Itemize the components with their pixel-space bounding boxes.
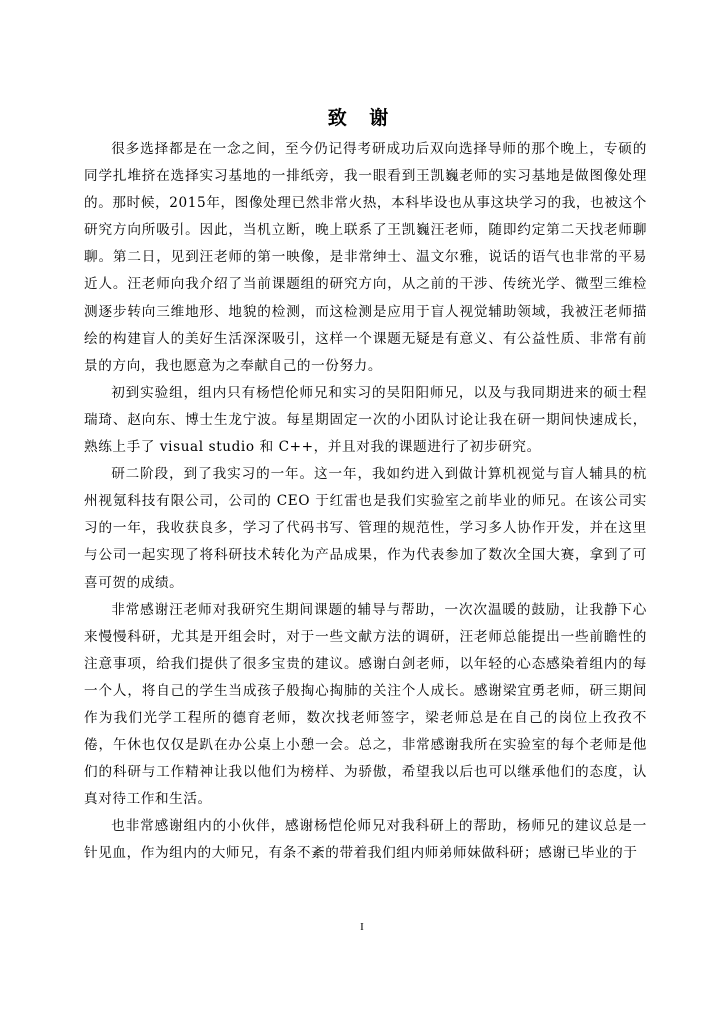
paragraph-3: 研二阶段，到了我实习的一年。这一年，我如约进入到做计算机视觉与盲人辅具的杭州视氪科技有限公司，公司的 CEO 于红雷也是我们实验室之前毕业的师兄。在该公司实习的一年，我收获良多，学习了代码书写、管理的规范性，学习多人协作开发，并在这里与公司一起实现了将科研技术转化为产品成果，作为代表参加了数次全国大赛，拿到了可喜可贺的成绩。 xyxy=(84,466,647,591)
page-number: I xyxy=(360,921,364,933)
paragraph-5: 也非常感谢组内的小伙伴，感谢杨恺伦师兄对我科研上的帮助，杨师兄的建议总是一针见血，作为组内的大师兄，有条不紊的带着我们组内师弟师妹做科研；感谢已毕业的于 xyxy=(84,818,647,862)
paragraph-1: 很多选择都是在一念之间，至今仍记得考研成功后双向选择导师的那个晚上，专硕的同学扎堆挤在选择实习基地的一排纸旁，我一眼看到王凯巍老师的实习基地是做图像处理的。那时候，2015年，图像处理已然非常火热，本科毕设也从事这块学习的我，也被这个研究方向所吸引。因此，当机立断，晚上联系了王凯巍汪老师，随即约定第二天找老师聊聊。第二日，见到汪老师的第一映像，是非常绅士、温文尔雅，说话的语气也非常的平易近人。汪老师向我介绍了当前课题组的研究方向，从之前的干涉、传统光学、微型三维检测逐步转向三维地形、地貌的检测，而这检测是应用于盲人视觉辅助领域，我被汪老师描绘的构建盲人的美好生活深深吸引，这样一个课题无疑是有意义、有公益性质、非常有前景的方向，我也愿意为之奉献自己的一份努力。 xyxy=(84,141,647,374)
acknowledgement-body xyxy=(84,136,647,868)
paragraph-2: 初到实验组，组内只有杨恺伦师兄和实习的吴阳阳师兄，以及与我同期进来的硕士程瑞琦、赵向东、博士生龙宁波。每星期固定一次的小团队讨论让我在研一期间快速成长，熟练上手了 visual studio 和 C++，并且对我的课题进行了初步研究。 xyxy=(84,384,647,456)
paragraph-4: 非常感谢汪老师对我研究生期间课题的辅导与帮助，一次次温暖的鼓励，让我静下心来慢慢科研，尤其是开组会时，对于一些文献方法的调研，汪老师总能提出一些前瞻性的注意事项，给我们提供了很多宝贵的建议。感谢白剑老师，以年轻的心态感染着组内的每一个人，将自己的学生当成孩子般掏心掏肺的关注个人成长。感谢梁宜勇老师，研三期间作为我们光学工程所的德育老师，数次找老师签字，梁老师总是在自己的岗位上孜孜不倦，午休也仅仅是趴在办公桌上小憩一会。总之，非常感谢我所在实验室的每个老师是他们的科研与工作精神让我以他们为榜样、为骄傲，希望我以后也可以继承他们的态度，认真对待工作和生活。 xyxy=(84,601,647,808)
page-title: 致 谢 xyxy=(327,107,397,129)
